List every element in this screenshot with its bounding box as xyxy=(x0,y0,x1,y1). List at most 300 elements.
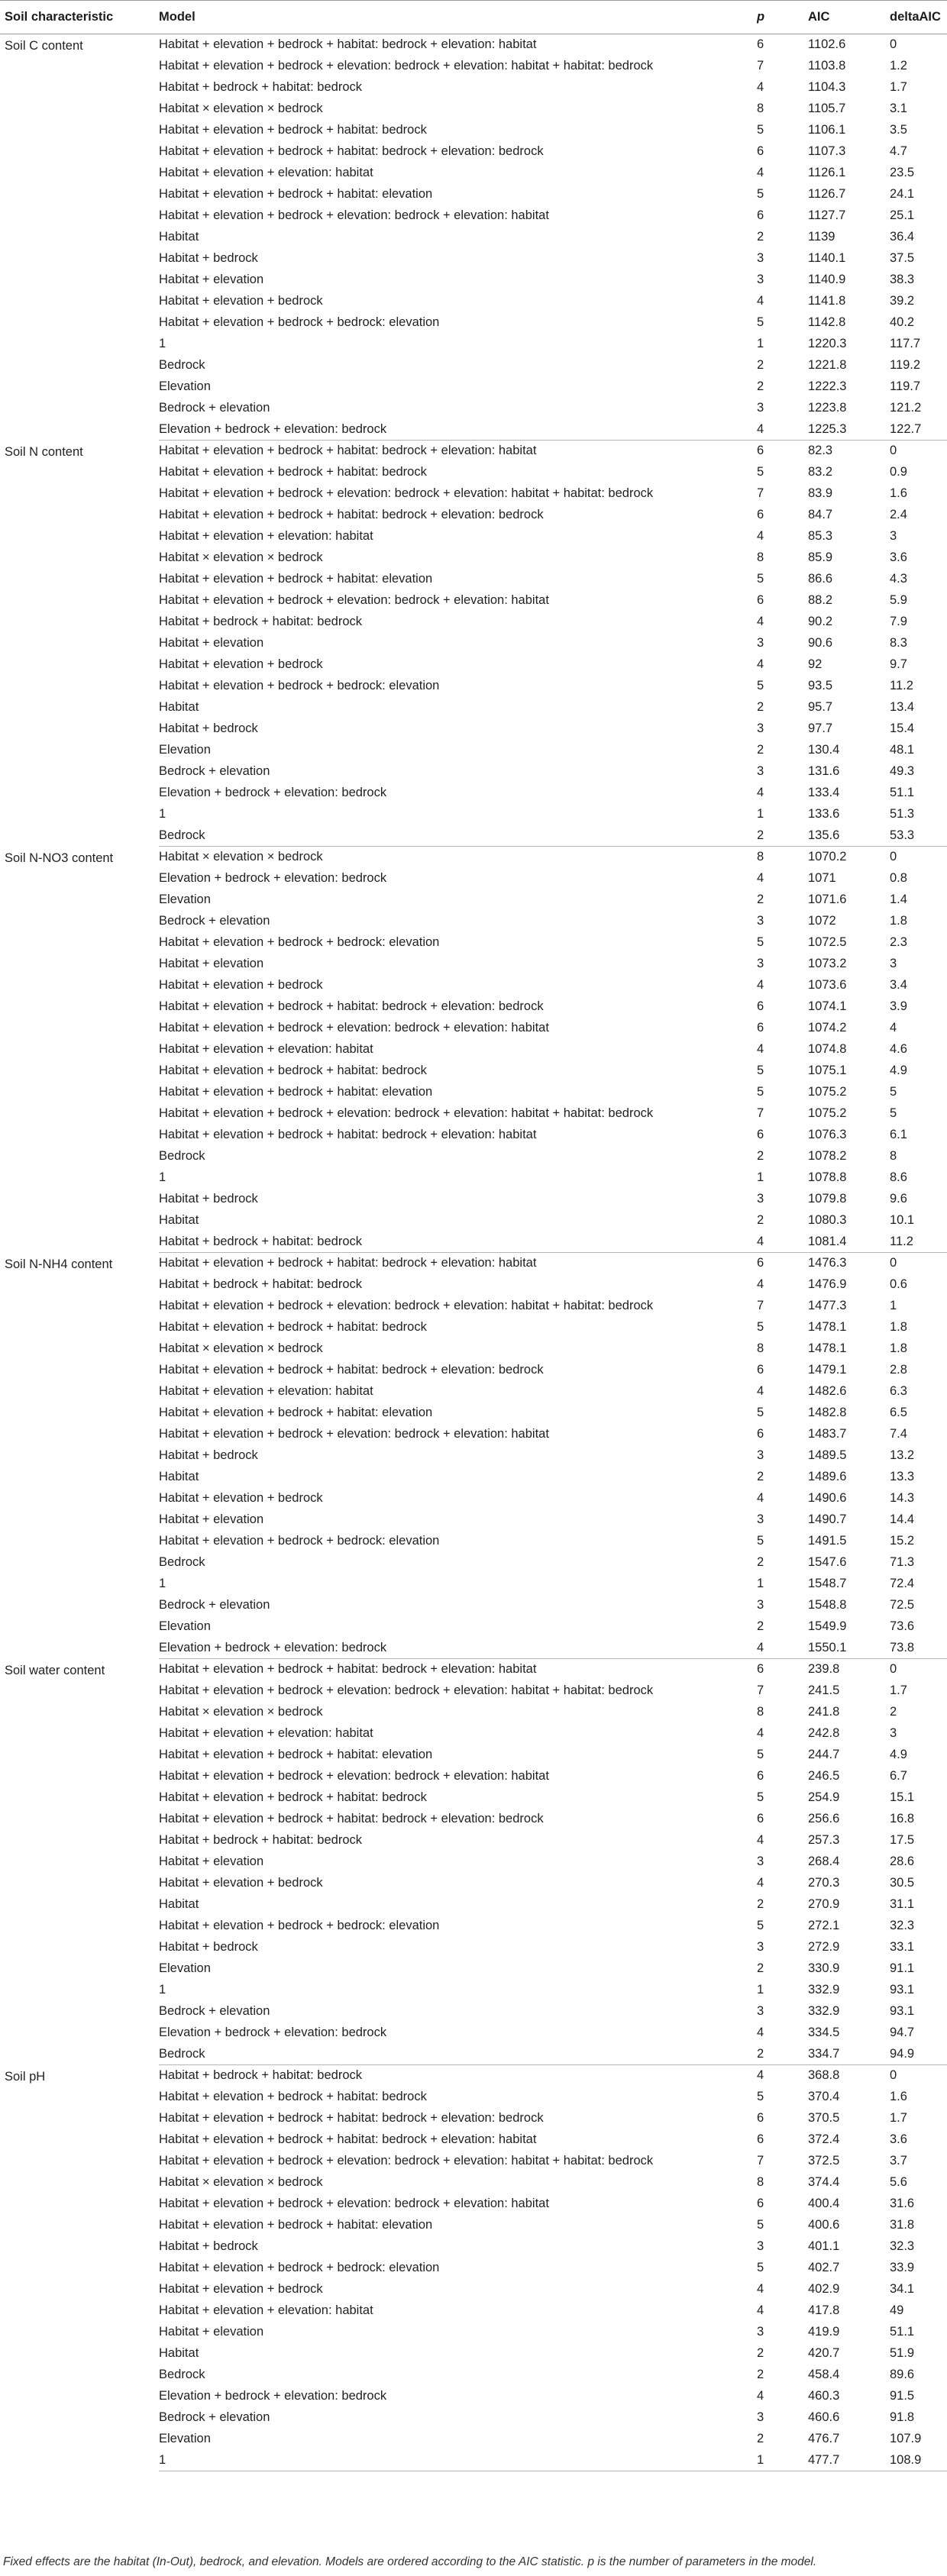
delta-aic-cell: 119.2 xyxy=(890,358,921,372)
parameters-cell: 5 xyxy=(757,1320,764,1334)
aic-cell: 332.9 xyxy=(808,1983,840,1997)
parameters-cell: 1 xyxy=(757,1577,764,1590)
aic-cell: 1075.1 xyxy=(808,1064,847,1077)
delta-aic-cell: 5 xyxy=(890,1085,897,1099)
parameters-cell: 5 xyxy=(757,679,764,692)
parameters-cell: 5 xyxy=(757,1085,764,1099)
model-cell: Habitat + elevation xyxy=(159,636,264,650)
model-cell: Habitat xyxy=(159,1213,199,1227)
model-cell: Bedrock xyxy=(159,1555,205,1569)
model-cell: Habitat + elevation + bedrock + habitat: elevation xyxy=(159,1406,433,1419)
aic-cell: 1126.7 xyxy=(808,187,846,201)
parameters-cell: 3 xyxy=(757,1598,764,1612)
aic-cell: 270.3 xyxy=(808,1876,840,1890)
model-cell: Habitat + elevation xyxy=(159,1512,264,1526)
aic-cell: 1105.7 xyxy=(808,102,846,115)
delta-aic-cell: 0 xyxy=(890,850,897,864)
aic-cell: 370.4 xyxy=(808,2090,840,2103)
delta-aic-cell: 1 xyxy=(890,1299,897,1312)
aic-cell: 85.9 xyxy=(808,550,833,564)
aic-cell: 417.8 xyxy=(808,2303,840,2317)
delta-aic-cell: 3 xyxy=(890,529,897,543)
aic-cell: 270.9 xyxy=(808,1897,840,1911)
delta-aic-cell: 4.6 xyxy=(890,1042,907,1056)
model-cell: Habitat xyxy=(159,2346,199,2360)
parameters-cell: 4 xyxy=(757,2303,764,2317)
parameters-cell: 3 xyxy=(757,2004,764,2018)
delta-aic-cell: 0 xyxy=(890,37,897,52)
model-cell: Elevation + bedrock + elevation: bedrock xyxy=(159,871,387,885)
model-cell: Habitat + elevation xyxy=(159,1855,264,1868)
group-1 xyxy=(0,441,947,847)
delta-aic-cell: 51.9 xyxy=(890,2346,915,2360)
header-delta-aic: deltaAIC xyxy=(890,1,947,34)
table-header xyxy=(0,1,947,34)
model-cell: Habitat + elevation + bedrock + bedrock: elevation xyxy=(159,1534,440,1548)
delta-aic-cell: 3.6 xyxy=(890,2132,907,2146)
aic-cell: 1478.1 xyxy=(808,1341,847,1355)
aic-cell: 246.5 xyxy=(808,1769,840,1783)
model-cell: Habitat × elevation × bedrock xyxy=(159,850,323,864)
delta-aic-cell: 1.2 xyxy=(890,59,907,73)
model-cell: Habitat + bedrock + habitat: bedrock xyxy=(159,1232,757,1253)
delta-aic-cell: 40.2 xyxy=(890,315,915,329)
model-cell: Bedrock xyxy=(159,358,205,372)
model-cell: Habitat + elevation + bedrock + habitat: bedrock + elevation: habitat xyxy=(159,2132,537,2146)
parameters-cell: 2 xyxy=(757,1213,764,1227)
aic-cell: 1106.1 xyxy=(808,123,846,137)
parameters-cell: 2 xyxy=(757,358,764,372)
aic-cell: 476.7 xyxy=(808,2432,840,2445)
delta-aic-cell: 31.6 xyxy=(890,2197,915,2210)
parameters-cell: 4 xyxy=(757,419,808,441)
aic-cell: 1476.9 xyxy=(808,1277,847,1291)
aic-cell: 1477.3 xyxy=(808,1299,847,1312)
parameters-cell: 8 xyxy=(757,102,764,115)
parameters-cell: 2 xyxy=(757,825,808,847)
delta-aic-cell: 1.7 xyxy=(890,2111,907,2125)
aic-cell: 419.9 xyxy=(808,2325,840,2339)
parameters-cell: 6 xyxy=(757,1662,764,1677)
parameters-cell: 2 xyxy=(757,700,764,714)
parameters-cell: 2 xyxy=(757,379,764,393)
model-cell: Habitat + elevation + bedrock + habitat: bedrock + elevation: habitat xyxy=(159,1662,537,1677)
delta-aic-cell: 4.3 xyxy=(890,572,907,586)
delta-aic-cell: 73.6 xyxy=(890,1619,915,1633)
delta-aic-cell: 0.8 xyxy=(890,871,907,885)
parameters-cell: 6 xyxy=(757,2132,764,2146)
delta-aic-cell: 23.5 xyxy=(890,166,915,179)
parameters-cell: 7 xyxy=(757,59,764,73)
aic-cell: 1491.5 xyxy=(808,1534,847,1548)
delta-aic-cell: 2.3 xyxy=(890,935,907,949)
aic-cell: 400.6 xyxy=(808,2218,840,2232)
model-cell: Habitat + elevation + bedrock + bedrock: elevation xyxy=(159,935,440,949)
model-cell: Habitat + elevation + bedrock + elevation: bedrock + elevation: habitat + habitat: bedrock xyxy=(159,486,654,500)
group-5 xyxy=(0,2065,947,2471)
model-cell: Habitat + elevation + bedrock + habitat: bedrock xyxy=(159,1064,427,1077)
delta-aic-cell: 8.6 xyxy=(890,1170,907,1184)
delta-aic-cell: 13.4 xyxy=(890,700,915,714)
aic-cell: 86.6 xyxy=(808,572,833,586)
delta-aic-cell: 72.5 xyxy=(890,1598,915,1612)
aic-cell: 1139 xyxy=(808,230,835,244)
model-cell: Habitat + elevation + elevation: habitat xyxy=(159,529,373,543)
model-cell: Habitat + bedrock xyxy=(159,721,258,735)
model-cell: 1 xyxy=(159,1577,166,1590)
delta-aic-cell: 1.8 xyxy=(890,1320,907,1334)
model-cell: Bedrock + elevation xyxy=(159,914,270,928)
model-cell: Habitat + elevation + bedrock + habitat: bedrock xyxy=(159,123,427,137)
model-cell: Habitat + elevation + bedrock xyxy=(159,1491,323,1505)
delta-aic-cell: 0 xyxy=(890,2068,897,2083)
parameters-cell: 5 xyxy=(757,1406,764,1419)
parameters-cell: 6 xyxy=(757,1021,764,1035)
parameters-cell: 4 xyxy=(757,1876,764,1890)
parameters-cell: 2 xyxy=(757,1149,764,1163)
delta-aic-cell: 13.3 xyxy=(890,1470,915,1483)
delta-aic-cell: 53.3 xyxy=(890,825,947,847)
aic-cell: 241.5 xyxy=(808,1683,840,1697)
model-cell: Habitat + elevation + bedrock xyxy=(159,2282,323,2296)
parameters-cell: 3 xyxy=(757,1192,764,1206)
model-cell: Habitat + elevation + bedrock + elevation: bedrock + elevation: habitat xyxy=(159,1021,549,1035)
parameters-cell: 6 xyxy=(757,144,764,158)
parameters-cell: 3 xyxy=(757,251,764,265)
parameters-cell: 4 xyxy=(757,2282,764,2296)
aic-cell: 330.9 xyxy=(808,1961,840,1975)
model-cell: Habitat + elevation + bedrock + habitat: bedrock + elevation: bedrock xyxy=(159,999,544,1013)
delta-aic-cell: 4.9 xyxy=(890,1748,907,1761)
delta-aic-cell: 1.6 xyxy=(890,2090,907,2103)
delta-aic-cell: 2 xyxy=(890,1705,897,1719)
delta-aic-cell: 91.5 xyxy=(890,2389,915,2403)
aic-cell: 334.5 xyxy=(808,2026,840,2039)
parameters-cell: 1 xyxy=(757,2450,808,2471)
delta-aic-cell: 3.5 xyxy=(890,123,907,137)
parameters-cell: 5 xyxy=(757,1919,764,1932)
aic-cell: 272.9 xyxy=(808,1940,840,1954)
header-soil-characteristic: Soil characteristic xyxy=(0,1,159,34)
aic-cell: 1074.8 xyxy=(808,1042,847,1056)
aic-cell: 1476.3 xyxy=(808,1256,847,1270)
model-cell: Habitat + elevation + bedrock + elevation: bedrock + elevation: habitat xyxy=(159,1769,549,1783)
aic-cell: 131.6 xyxy=(808,764,840,778)
delta-aic-cell: 89.6 xyxy=(890,2368,915,2381)
model-cell: Habitat + elevation + elevation: habitat xyxy=(159,1384,373,1398)
aic-cell: 477.7 xyxy=(808,2450,890,2471)
aic-cell: 1478.1 xyxy=(808,1320,847,1334)
delta-aic-cell: 72.4 xyxy=(890,1577,915,1590)
model-cell: Habitat + bedrock + habitat: bedrock xyxy=(159,615,362,628)
model-cell: Habitat + elevation + bedrock + habitat: bedrock xyxy=(159,1790,427,1804)
parameters-cell: 3 xyxy=(757,401,764,415)
aic-cell: 1102.6 xyxy=(808,37,846,52)
delta-aic-cell: 24.1 xyxy=(890,187,915,201)
aic-cell: 1140.1 xyxy=(808,251,846,265)
model-cell: Habitat + elevation + bedrock + habitat: bedrock + elevation: habitat xyxy=(159,1256,537,1270)
model-cell: 1 xyxy=(159,1983,166,1997)
model-cell: Habitat + elevation + bedrock + habitat: elevation xyxy=(159,2218,433,2232)
group-2 xyxy=(0,847,947,1253)
model-cell: Habitat + elevation + bedrock + habitat: elevation xyxy=(159,572,433,586)
parameters-cell: 1 xyxy=(757,1983,764,1997)
aic-cell: 90.6 xyxy=(808,636,833,650)
model-cell: Elevation xyxy=(159,1619,211,1633)
aic-cell: 370.5 xyxy=(808,2111,840,2125)
aic-cell: 1107.3 xyxy=(808,144,846,158)
aic-cell: 1550.1 xyxy=(808,1638,890,1659)
parameters-cell: 5 xyxy=(757,2090,764,2103)
model-cell: Elevation + bedrock + elevation: bedrock xyxy=(159,2026,387,2039)
parameters-cell: 4 xyxy=(757,166,764,179)
parameters-cell: 5 xyxy=(757,465,764,479)
soil-characteristic-cell: Soil N content xyxy=(5,444,83,459)
soil-characteristic-cell: Soil water content xyxy=(5,1663,105,1677)
table-row xyxy=(0,2065,947,2087)
parameters-cell: 2 xyxy=(757,2346,764,2360)
delta-aic-cell: 48.1 xyxy=(890,743,915,757)
parameters-cell: 8 xyxy=(757,850,764,864)
model-cell: Habitat + elevation + bedrock + bedrock: elevation xyxy=(159,2261,440,2274)
delta-aic-cell: 3.7 xyxy=(890,2154,907,2168)
delta-aic-cell: 6.7 xyxy=(890,1769,907,1783)
delta-aic-cell: 33.9 xyxy=(890,2261,915,2274)
table-row xyxy=(0,847,947,868)
delta-aic-cell: 16.8 xyxy=(890,1812,915,1825)
parameters-cell: 2 xyxy=(757,1555,764,1569)
delta-aic-cell: 121.2 xyxy=(890,401,922,415)
parameters-cell: 3 xyxy=(757,957,764,970)
model-cell: Bedrock + elevation xyxy=(159,401,270,415)
parameters-cell: 3 xyxy=(757,1855,764,1868)
parameters-cell: 5 xyxy=(757,2218,764,2232)
parameters-cell: 4 xyxy=(757,1491,764,1505)
model-cell: Habitat xyxy=(159,1470,199,1483)
model-cell: Bedrock xyxy=(159,2044,757,2065)
aic-cell: 272.1 xyxy=(808,1919,840,1932)
aic-cell: 1073.2 xyxy=(808,957,847,970)
model-cell: Habitat + bedrock + habitat: bedrock xyxy=(159,1277,362,1291)
delta-aic-cell: 1.8 xyxy=(890,1341,907,1355)
aic-cell: 1072 xyxy=(808,914,836,928)
aic-cell: 1482.8 xyxy=(808,1406,847,1419)
parameters-cell: 6 xyxy=(757,508,764,521)
aic-cell: 90.2 xyxy=(808,615,833,628)
model-cell: 1 xyxy=(159,807,166,821)
delta-aic-cell: 3.6 xyxy=(890,550,907,564)
aic-cell: 1221.8 xyxy=(808,358,847,372)
soil-characteristic-cell: Soil C content xyxy=(5,39,83,53)
parameters-cell: 2 xyxy=(757,743,764,757)
parameters-cell: 7 xyxy=(757,1299,764,1312)
model-cell: Habitat + elevation + bedrock + elevation: bedrock + elevation: habitat xyxy=(159,2197,549,2210)
delta-aic-cell: 32.3 xyxy=(890,1919,915,1932)
header-aic: AIC xyxy=(808,1,890,34)
parameters-cell: 4 xyxy=(757,1638,808,1659)
delta-aic-cell: 49.3 xyxy=(890,764,915,778)
model-cell: Elevation + bedrock + elevation: bedrock xyxy=(159,2389,387,2403)
parameters-cell: 6 xyxy=(757,1812,764,1825)
aic-cell: 1081.4 xyxy=(808,1232,890,1253)
model-cell: Elevation xyxy=(159,2432,211,2445)
delta-aic-cell: 28.6 xyxy=(890,1855,915,1868)
delta-aic-cell: 15.2 xyxy=(890,1534,915,1548)
aic-cell: 1073.6 xyxy=(808,978,847,992)
delta-aic-cell: 0.9 xyxy=(890,465,907,479)
delta-aic-cell: 1.8 xyxy=(890,914,907,928)
delta-aic-cell: 73.8 xyxy=(890,1638,947,1659)
parameters-cell: 3 xyxy=(757,721,764,735)
parameters-cell: 5 xyxy=(757,572,764,586)
parameters-cell: 2 xyxy=(757,2432,764,2445)
delta-aic-cell: 10.1 xyxy=(890,1213,915,1227)
delta-aic-cell: 3.9 xyxy=(890,999,907,1013)
delta-aic-cell: 15.1 xyxy=(890,1790,915,1804)
parameters-cell: 1 xyxy=(757,807,764,821)
delta-aic-cell: 36.4 xyxy=(890,230,915,244)
parameters-cell: 6 xyxy=(757,1427,764,1441)
parameters-cell: 7 xyxy=(757,1106,764,1120)
aic-cell: 402.9 xyxy=(808,2282,840,2296)
model-cell: Bedrock + elevation xyxy=(159,2410,270,2424)
model-cell: Habitat + elevation + bedrock + elevation: bedrock + elevation: habitat + habitat: bedrock xyxy=(159,1683,654,1697)
delta-aic-cell: 1.4 xyxy=(890,893,907,906)
table-footnote: Fixed effects are the habitat (In-Out), bedrock, and elevation. Models are ordered according to the AIC statistic. p is the number of parameters in the model. xyxy=(3,2555,817,2568)
delta-aic-cell: 51.3 xyxy=(890,807,915,821)
delta-aic-cell: 4.9 xyxy=(890,1064,907,1077)
model-cell: Habitat + elevation + bedrock + habitat: bedrock + elevation: habitat xyxy=(159,1128,537,1141)
model-cell: Elevation xyxy=(159,743,211,757)
parameters-cell: 5 xyxy=(757,1748,764,1761)
delta-aic-cell: 1.7 xyxy=(890,1683,907,1697)
model-cell: Habitat + bedrock + habitat: bedrock xyxy=(159,80,362,94)
aic-cell: 420.7 xyxy=(808,2346,840,2360)
aic-cell: 83.9 xyxy=(808,486,833,500)
aic-cell: 1079.8 xyxy=(808,1192,847,1206)
delta-aic-cell: 91.1 xyxy=(890,1961,915,1975)
model-cell: Habitat + elevation + elevation: habitat xyxy=(159,2303,373,2317)
parameters-cell: 6 xyxy=(757,2111,764,2125)
model-cell: Bedrock xyxy=(159,2368,205,2381)
model-cell: Habitat + bedrock xyxy=(159,1192,258,1206)
group-0 xyxy=(0,34,947,441)
delta-aic-cell: 9.7 xyxy=(890,657,907,671)
model-cell: Habitat + bedrock + habitat: bedrock xyxy=(159,2068,362,2083)
delta-aic-cell: 6.3 xyxy=(890,1384,907,1398)
model-cell: Elevation + bedrock + elevation: bedrock xyxy=(159,419,757,441)
delta-aic-cell: 0 xyxy=(890,1256,897,1270)
aic-cell: 257.3 xyxy=(808,1833,840,1847)
group-3 xyxy=(0,1253,947,1659)
model-cell: Bedrock + elevation xyxy=(159,1598,270,1612)
delta-aic-cell: 32.3 xyxy=(890,2239,915,2253)
model-cell: Habitat + elevation + bedrock + elevation: bedrock + elevation: habitat + habitat: bedrock xyxy=(159,1299,654,1312)
model-cell: Habitat + elevation + bedrock + bedrock: elevation xyxy=(159,1919,440,1932)
aic-cell: 1071.6 xyxy=(808,893,847,906)
parameters-cell: 4 xyxy=(757,2026,764,2039)
model-cell: Habitat + elevation + bedrock + habitat: elevation xyxy=(159,187,433,201)
parameters-cell: 6 xyxy=(757,37,764,52)
parameters-cell: 8 xyxy=(757,2175,764,2189)
parameters-cell: 2 xyxy=(757,1961,764,1975)
model-cell: Elevation + bedrock + elevation: bedrock xyxy=(159,1638,757,1659)
parameters-cell: 4 xyxy=(757,1833,764,1847)
aic-cell: 334.7 xyxy=(808,2044,890,2065)
model-cell: Bedrock + elevation xyxy=(159,764,270,778)
parameters-cell: 7 xyxy=(757,486,764,500)
model-cell: Habitat + elevation + bedrock xyxy=(159,657,323,671)
aic-cell: 460.6 xyxy=(808,2410,840,2424)
delta-aic-cell: 51.1 xyxy=(890,2325,915,2339)
delta-aic-cell: 15.4 xyxy=(890,721,915,735)
aic-cell: 1142.8 xyxy=(808,315,846,329)
parameters-cell: 4 xyxy=(757,615,764,628)
delta-aic-cell: 14.3 xyxy=(890,1491,915,1505)
model-cell: Habitat + bedrock xyxy=(159,1940,258,1954)
aic-cell: 1070.2 xyxy=(808,850,847,864)
aic-cell: 1078.8 xyxy=(808,1170,847,1184)
aic-cell: 97.7 xyxy=(808,721,833,735)
model-cell: Habitat xyxy=(159,230,199,244)
aic-cell: 1483.7 xyxy=(808,1427,847,1441)
delta-aic-cell: 49 xyxy=(890,2303,904,2317)
parameters-cell: 2 xyxy=(757,893,764,906)
delta-aic-cell: 93.1 xyxy=(890,2004,915,2018)
aic-cell: 1075.2 xyxy=(808,1085,847,1099)
delta-aic-cell: 0 xyxy=(890,444,897,458)
model-cell: Habitat × elevation × bedrock xyxy=(159,550,323,564)
aic-cell: 133.6 xyxy=(808,807,840,821)
delta-aic-cell: 25.1 xyxy=(890,208,915,222)
model-cell: Habitat + bedrock + habitat: bedrock xyxy=(159,1833,362,1847)
parameters-cell: 5 xyxy=(757,1790,764,1804)
parameters-cell: 4 xyxy=(757,978,764,992)
aic-cell: 1489.6 xyxy=(808,1470,847,1483)
aic-cell: 254.9 xyxy=(808,1790,840,1804)
delta-aic-cell: 39.2 xyxy=(890,294,915,308)
delta-aic-cell: 8.3 xyxy=(890,636,907,650)
model-cell: Habitat + elevation + bedrock + habitat: bedrock + elevation: bedrock xyxy=(159,1812,544,1825)
aic-cell: 1490.6 xyxy=(808,1491,847,1505)
aic-cell: 402.7 xyxy=(808,2261,840,2274)
delta-aic-cell: 33.1 xyxy=(890,1940,915,1954)
aic-cell: 1225.3 xyxy=(808,419,890,441)
parameters-cell: 6 xyxy=(757,1128,764,1141)
parameters-cell: 5 xyxy=(757,123,764,137)
aic-cell: 1141.8 xyxy=(808,294,846,308)
parameters-cell: 3 xyxy=(757,914,764,928)
model-cell: Habitat × elevation × bedrock xyxy=(159,102,323,115)
header-parameters: p xyxy=(757,1,808,34)
model-cell: Habitat + elevation + bedrock + habitat: elevation xyxy=(159,1085,433,1099)
model-cell: 1 xyxy=(159,1170,166,1184)
model-cell: Habitat + elevation + bedrock + habitat: bedrock + elevation: bedrock xyxy=(159,508,544,521)
model-cell: Elevation xyxy=(159,893,211,906)
parameters-cell: 8 xyxy=(757,1705,764,1719)
delta-aic-cell: 3 xyxy=(890,957,897,970)
delta-aic-cell: 2.8 xyxy=(890,1363,907,1377)
parameters-cell: 4 xyxy=(757,1232,808,1253)
model-cell: Elevation + bedrock + elevation: bedrock xyxy=(159,786,387,799)
aic-cell: 374.4 xyxy=(808,2175,840,2189)
delta-aic-cell: 71.3 xyxy=(890,1555,915,1569)
table-row xyxy=(0,1253,947,1274)
model-cell: Habitat + elevation + bedrock + elevation: bedrock + elevation: habitat + habitat: bedrock xyxy=(159,59,654,73)
model-cell: Elevation xyxy=(159,379,211,393)
aic-cell: 1075.2 xyxy=(808,1106,847,1120)
parameters-cell: 3 xyxy=(757,764,764,778)
